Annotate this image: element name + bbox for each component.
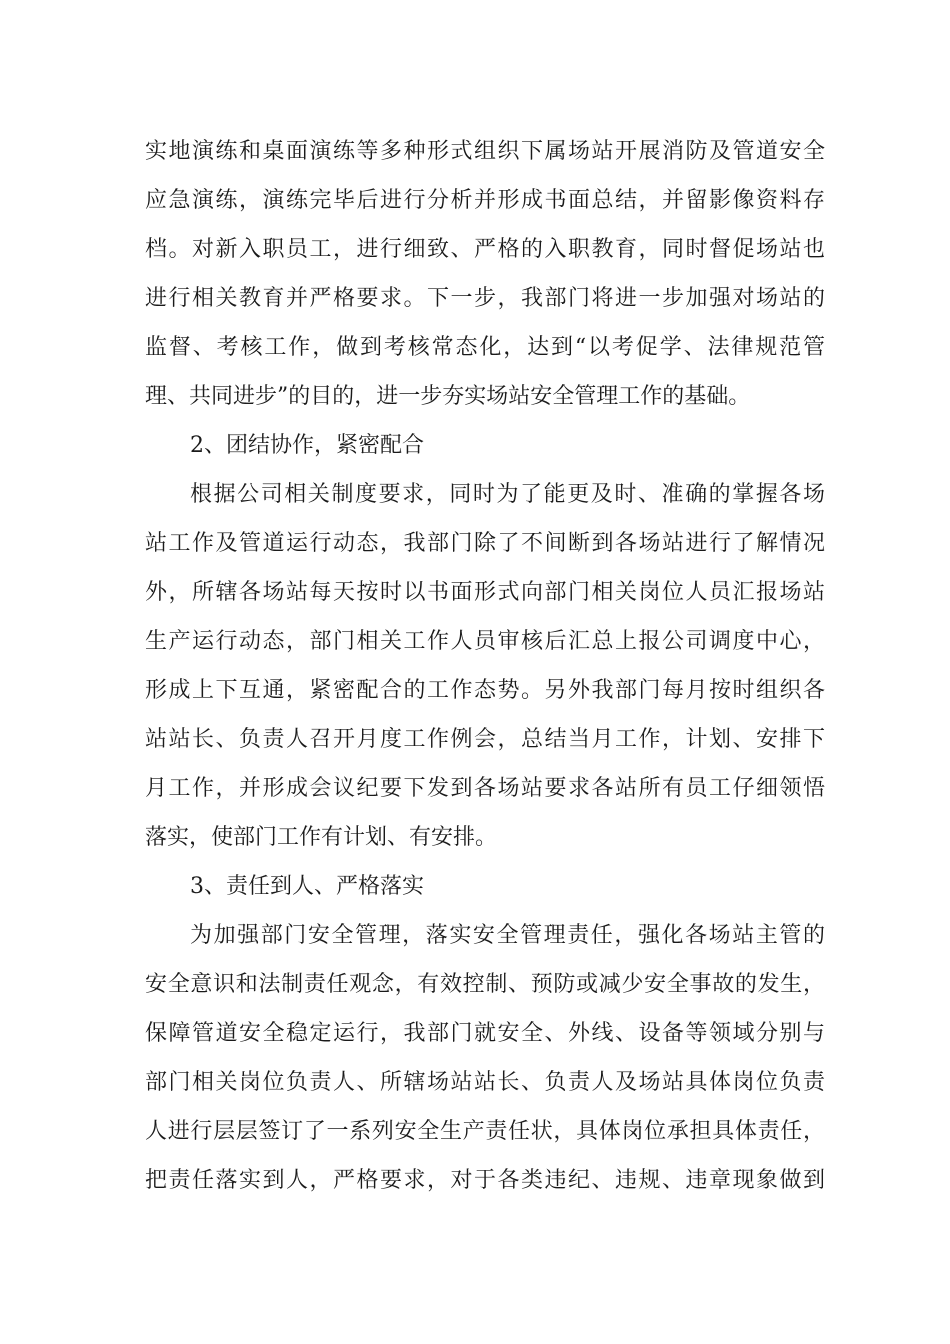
text-line: 外，所辖各场站每天按时以书面形式向部门相关岗位人员汇报场站 [145,580,825,605]
text-line: 为加强部门安全管理，落实安全管理责任，强化各场站主管的 [190,923,825,948]
text-line: 根据公司相关制度要求，同时为了能更及时、准确的掌握各场 [190,482,825,507]
text-line: 站工作及管道运行动态，我部门除了不间断到各场站进行了解情况 [145,531,825,556]
text-line: 进行相关教育并严格要求。下一步，我部门将进一步加强对场站的 [145,286,825,311]
text-line: 理、共同进步”的目的，进一步夯实场站安全管理工作的基础。 [145,384,751,409]
text-line: 生产运行动态，部门相关工作人员审核后汇总上报公司调度中心， [145,629,825,654]
section-heading: 3、责任到人、严格落实 [190,874,424,899]
text-line: 月工作，并形成会议纪要下发到各场站要求各站所有员工仔细领悟 [145,776,825,801]
text-line: 保障管道安全稳定运行，我部门就安全、外线、设备等领域分别与 [145,1021,825,1046]
text-line: 档。对新入职员工，进行细致、严格的入职教育，同时督促场站也 [145,237,825,262]
text-line: 实地演练和桌面演练等多种形式组织下属场站开展消防及管道安全 [145,139,825,164]
text-line: 站站长、负责人召开月度工作例会，总结当月工作，计划、安排下 [145,727,825,752]
text-line: 落实，使部门工作有计划、有安排。 [145,825,498,850]
section-heading: 2、团结协作，紧密配合 [190,433,424,458]
text-line: 应急演练，演练完毕后进行分析并形成书面总结，并留影像资料存 [145,188,825,213]
text-line: 形成上下互通，紧密配合的工作态势。另外我部门每月按时组织各 [145,678,825,703]
text-line: 把责任落实到人，严格要求，对于各类违纪、违规、违章现象做到 [145,1168,825,1193]
text-line: 监督、考核工作，做到考核常态化，达到“以考促学、法律规范管 [145,335,825,360]
text-line: 安全意识和法制责任观念，有效控制、预防或减少安全事故的发生， [145,972,825,997]
text-line: 人进行层层签订了一系列安全生产责任状，具体岗位承担具体责任， [145,1119,825,1144]
text-line: 部门相关岗位负责人、所辖场站站长、负责人及场站具体岗位负责 [145,1070,825,1095]
